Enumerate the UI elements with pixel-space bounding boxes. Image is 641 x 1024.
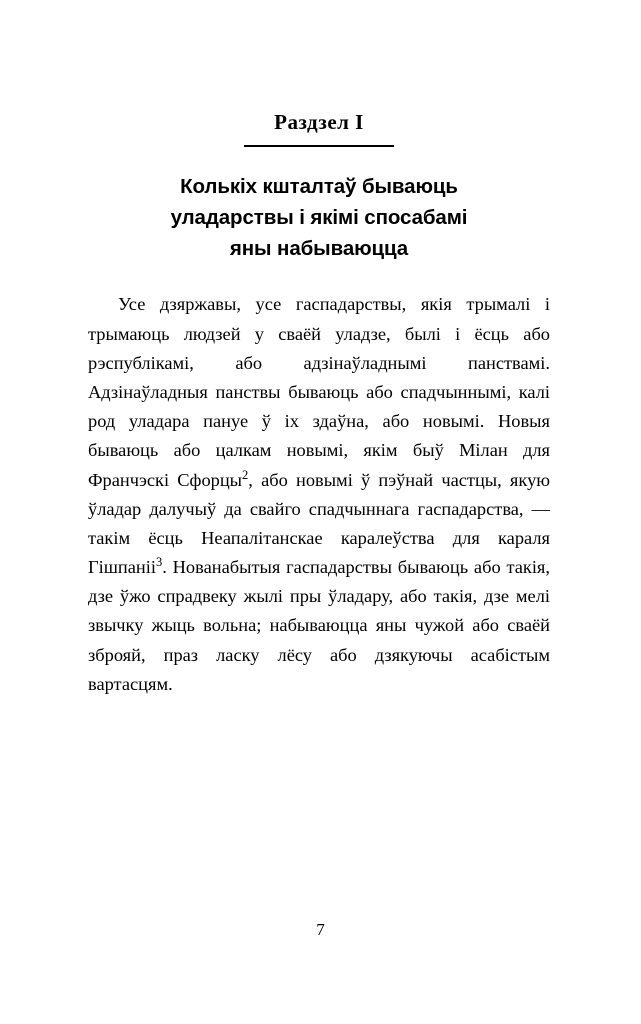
title-divider [244,145,394,147]
paragraph-text: Усе дзяржавы, усе гаспадарствы, якія трымалі і трымаюць людзей у сваёй уладзе, былі і ёсць або рэспублікамі, або адзінаўладнымі панствамі. Адзінаўладныя панствы бываюць або спадчыннымі, калі род уладара пануе ў іх здаўна, або новымі. Новыя бываюць або цалкам новымі, якім быў Мілан для Франчэскі Сфорцы$^2$, або новымі ў пэўнай частцы, якую ўладар далучыў да свайго спадчыннага гаспадарства, — такім ёсць Неапалітанскае каралеўства для караля Гішпаніі$^3$. Нованабытыя гаспадарствы бываюць або такія, дзе ўжо спрадвеку жылі пры ўладару, або такія, дзе мелі звычку жыць вольна; набываюцца яны чужой або сваёй зброяй, праз ласку лёсу або дзякуючы асабістым вартасцям. [88,294,551,694]
page-title-line-2: уладарствы і якімі спосабамі [170,206,468,230]
body-paragraph [88,290,550,698]
chapter-label: Раздзел I [274,110,364,134]
page-number: 7 [316,920,325,939]
page-title [88,171,550,264]
page-content [88,110,550,699]
page-title-line-1: Колькіх кшталтаў бываюць [180,175,458,198]
page-title-line-3: яны набываюцца [229,237,409,261]
